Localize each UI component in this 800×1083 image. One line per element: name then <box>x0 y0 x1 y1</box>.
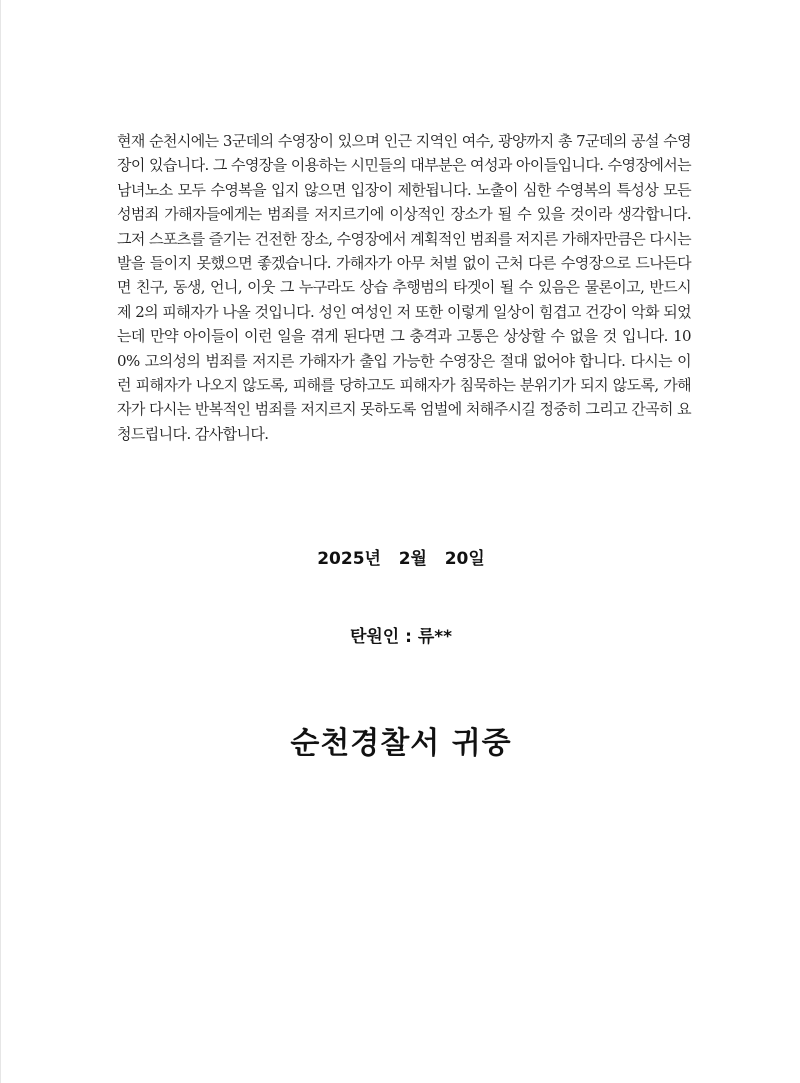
addressee-heading: 순천경찰서 귀중 <box>290 726 512 761</box>
petitioner-signature-line: 탄원인 : 류** <box>349 627 453 647</box>
petition-date: 2025년 2월 20일 <box>317 549 485 569</box>
petition-body-text: 현재 순천시에는 3군데의 수영장이 있으며 인근 지역인 여수, 광양까지 총 7군데의 공설 수영장이 있습니다. 그 수영장을 이용하는 시민들의 대부분은 여성과 아이들입니다. 수영장에서는 남녀노소 모두 수영복을 입지 않으면 입장이 제한됩니다. 노출이 심한 수영복의 특성상 모든 성범죄 가해자들에게는 범죄를 저지르기에 이상적인 장소가 될 수 있을 것이라 생각합니다. 그저 스포츠를 즐기는 건전한 장소, 수영장에서 계획적인 범죄를 저지른 가해자만큼은 다시는 발을 들이지 못했으면 좋겠습니다. 가해자가 아무 처벌 없이 근처 다른 수영장으로 드나든다면 친구, 동생, 언니, 이웃 그 누구라도 상습 추행범의 타겟이 될 수 있음은 물론이고, 반드시 제 2의 피해자가 나올 것입니다. 성인 여성인 저 또한 이렇게 일상이 힘겹고 건강이 악화 되었는데 만약 아이들이 이런 일을 겪게 된다면 그 충격과 고통은 상상할 수 없을 것 입니다. 100% 고의성의 범죄를 저지른 가해자가 출입 가능한 수영장은 절대 없어야 합니다. 다시는 이런 피해자가 나오지 않도록, 피해를 당하고도 피해자가 침묵하는 분위기가 되지 않도록, 가해자가 다시는 반복적인 범죄를 저지르지 못하도록 엄벌에 처해주시길 정중히 그리고 간곡히 요청드립니다. 감사합니다. <box>117 132 691 443</box>
